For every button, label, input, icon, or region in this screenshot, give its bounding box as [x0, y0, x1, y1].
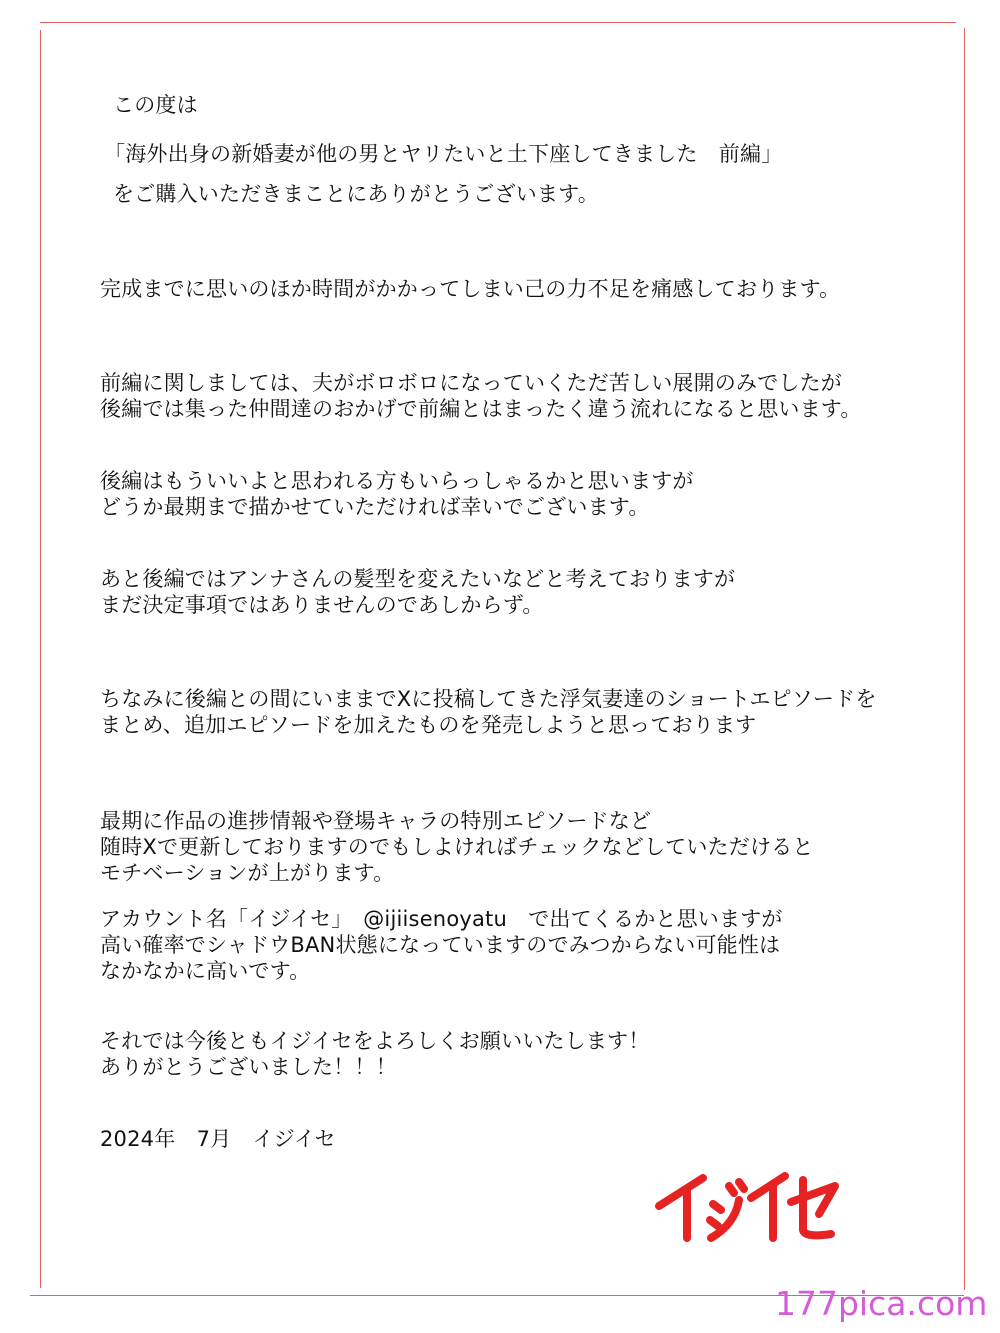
paragraph-line: 完成までに思いのほか時間がかかってしまい己の力不足を痛感しております。 [100, 277, 841, 301]
frame-left-rule [40, 30, 41, 1288]
paragraph-line: どうか最期まで描かせていただければ幸いでございます。 [100, 495, 650, 519]
closing-line: それでは今後ともイジイセをよろしくお願いいたします！ [100, 1029, 650, 1053]
paragraph-line: まだ決定事項ではありませんのであしからず。 [100, 593, 544, 617]
paragraph-line: ちなみに後編との間にいままでXに投稿してきた浮気妻達のショートエピソードを [100, 687, 877, 711]
work-title-line: 「海外出身の新婚妻が他の男とヤリたいと土下座してきました 前編」 [104, 142, 783, 166]
intro-line: をご購入いただきまことにありがとうございます。 [113, 182, 599, 206]
frame-top-rule [40, 22, 956, 23]
watermark-text: 177pica.com [775, 1284, 988, 1323]
paragraph-line: あと後編ではアンナさんの髪型を変えたいなどと考えておりますが [100, 567, 736, 591]
paragraph-line: モチベーションが上がります。 [100, 861, 395, 885]
paragraph-line: 高い確率でシャドウBAN状態になっていますのでみつからない可能性は [100, 933, 781, 957]
account-info-line: アカウント名「イジイセ」 @ijiisenoyatu で出てくるかと思いますが [100, 907, 783, 931]
paragraph-line: 最期に作品の進捗情報や登場キャラの特別エピソードなど [100, 809, 652, 833]
paragraph-line: まとめ、追加エピソードを加えたものを発売しようと思っております [100, 713, 757, 737]
paragraph-line: 前編に関しましては、夫がボロボロになっていくただ苦しい展開のみでしたが [100, 371, 842, 395]
frame-right-rule [964, 28, 965, 1290]
paragraph-line: 後編では集った仲間達のおかげで前編とはまったく違う流れになると思います。 [100, 397, 862, 421]
paragraph-line: なかなかに高いです。 [100, 959, 311, 983]
closing-line: ありがとうございました！！！ [100, 1055, 397, 1079]
intro-line: この度は [113, 93, 198, 117]
date-line: 2024年 7月 イジイセ [100, 1127, 336, 1151]
signature-image [655, 1158, 840, 1243]
paragraph-line: 随時Xで更新しておりますのでもしよければチェックなどしていただけると [100, 835, 814, 859]
paragraph-line: 後編はもういいよと思われる方もいらっしゃるかと思いますが [100, 469, 694, 493]
